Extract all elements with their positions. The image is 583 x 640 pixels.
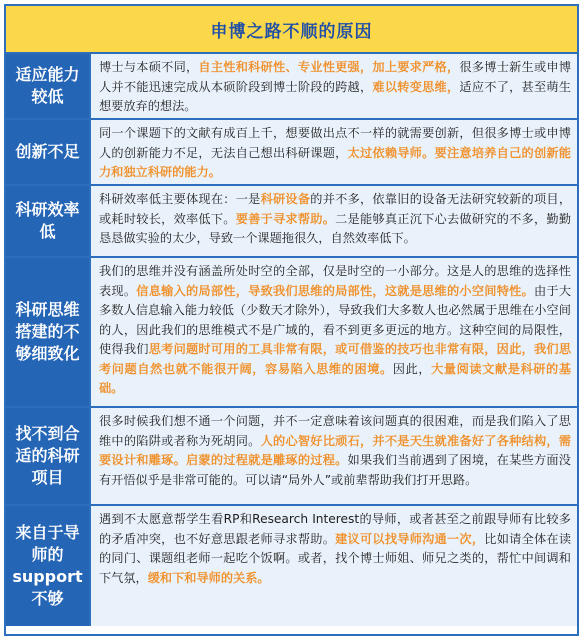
highlight-text: 人的心智好比顽石，并不是天生就准备好了各种结构，需要设计和雕琢。启蒙的过程就是雕琢的过程。 xyxy=(99,433,572,467)
body-text: 适应不了，甚至萌生想要放弃的想法。 xyxy=(99,79,572,113)
body-text: 很多博士新生或申博人并不能迅速完成从本硕阶段到博士阶段的跨越， xyxy=(99,60,572,94)
body-text: 如果我们当前遇到了困境，在某些方面没有开悟似乎是非常可能的。可以请“局外人”或前辈帮助我们打开思路。 xyxy=(99,453,571,487)
body-text: 同一个课题下的文献有成百上千，想要做出点不一样的就需要创新，但很多博士或申博人的创新能力不足，无法自己想出科研课题， xyxy=(99,126,571,160)
reason-text xyxy=(89,186,577,256)
reason-text xyxy=(89,120,577,184)
highlight-text: 建议可以找导师沟通一次， xyxy=(335,531,485,546)
highlight-text: 要善于寻求帮助。 xyxy=(235,211,336,226)
reason-text xyxy=(89,54,577,118)
reason-row xyxy=(6,258,577,408)
highlight-text: 思考问题时可用的工具非常有限，或可借鉴的技巧也非常有限，因此，我们思考问题自然也就不能很开阔，容易陷入思维的困境。 xyxy=(99,342,572,376)
reason-text xyxy=(89,408,577,504)
reason-label: 科研效率低 xyxy=(6,186,89,256)
reason-row xyxy=(6,120,577,186)
body-text: 比如请全体在读的同门、课题组老师一起吃个饭啊。或者，找个博士师姐、师兄之类的，帮忙中间调和下气氛， xyxy=(99,531,572,585)
body-text: 很多时候我们想不通一个问题，并不一定意味着该问题真的很困难，而是我们陷入了思维中的陷阱或者称为死胡同。 xyxy=(99,414,571,448)
highlight-text: 自主性和科研性、专业性更强，加上要求严格， xyxy=(198,60,460,74)
highlight-text: 难以转变思维， xyxy=(372,79,460,94)
infographic-card xyxy=(4,4,579,636)
highlight-text: 信息输入的局部性，导致我们思维的局部性，这就是思维的小空间特性。 xyxy=(136,283,534,298)
page-title: 申博之路不顺的原因 xyxy=(210,21,373,42)
title-bar xyxy=(6,6,577,54)
reason-label: 适应能力较低 xyxy=(6,54,89,118)
body-text: 由于大多数人信息输入能力较低（少数天才除外），导致我们大多数人也必然属于思维在小空间的人，因此我们的思维模式不是广域的，看不到更多更远的地方。这种空间的局限性，使得我们 xyxy=(99,283,572,356)
highlight-text: 太过依赖导师。要注意培养自己的创新能力和独立科研的能力。 xyxy=(99,145,571,179)
body-text: 博士与本硕不同， xyxy=(99,60,199,74)
reason-label: 科研思维搭建的不够细致化 xyxy=(6,258,89,406)
highlight-text: 大量阅读文献是科研的基础。 xyxy=(99,361,572,395)
reason-text xyxy=(89,506,577,626)
highlight-text: 缓和下和导师的关系。 xyxy=(147,570,270,585)
reason-text xyxy=(89,258,577,406)
reason-row xyxy=(6,408,577,506)
reason-row xyxy=(6,186,577,258)
body-text: 科研效率低主要体现在：一是 xyxy=(99,192,261,206)
reason-label: 创新不足 xyxy=(6,120,89,184)
body-text: 二是能够真正沉下心去做研究的不多，勤勤恳恳做实验的太少，导致一个课题拖很久，自然效率低下。 xyxy=(99,211,572,245)
reason-label: 找不到合适的科研项目 xyxy=(6,408,89,504)
reason-row xyxy=(6,506,577,626)
body-text: 的并不多，依靠旧的设备无法研究较新的项目，或耗时较长，效率低下。 xyxy=(99,192,572,226)
highlight-text: 科研设备 xyxy=(260,192,311,206)
reason-row xyxy=(6,54,577,120)
body-text: 遇到不太愿意帮学生看RP和Research Interest的导师，或者甚至之前跟导师有比较多的矛盾冲突，也不好意思跟老师寻求帮助。 xyxy=(99,512,571,546)
body-text: 我们的思维并没有涵盖所处时空的全部，仅是时空的一小部分。这是人的思维的选择性表现。 xyxy=(99,264,571,298)
body-text: 因此， xyxy=(392,361,432,376)
reason-label: 来自于导师的support不够 xyxy=(6,506,89,626)
